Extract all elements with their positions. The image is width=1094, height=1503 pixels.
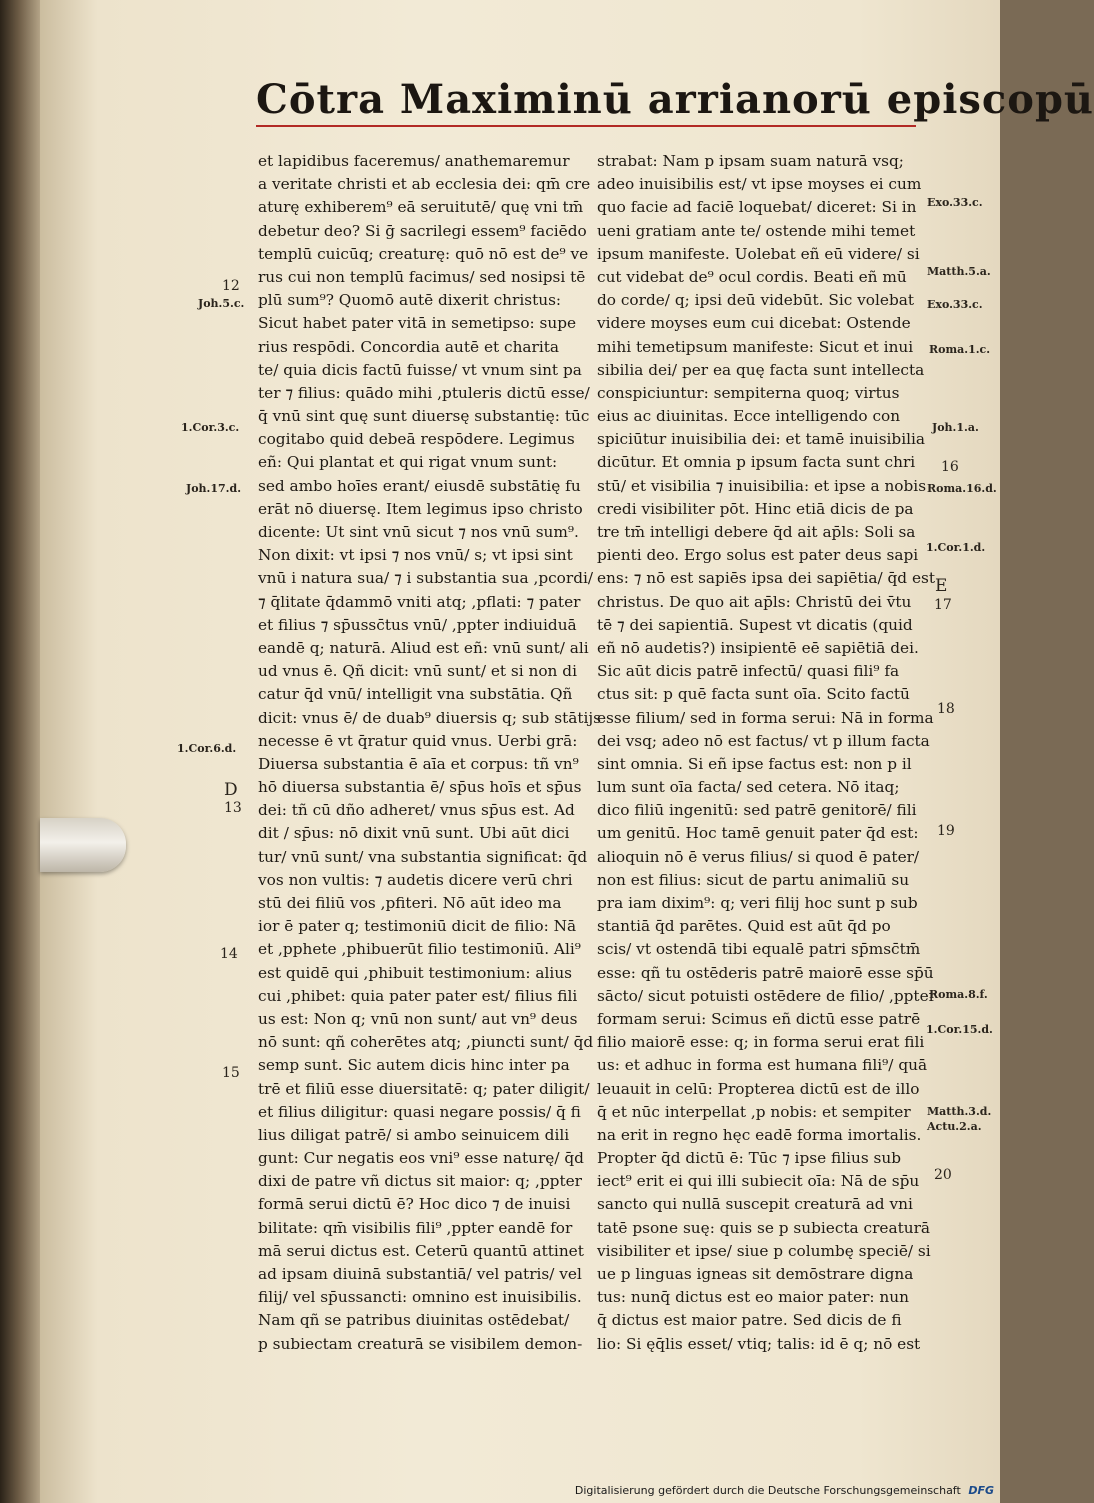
- marginal-number: 13: [224, 800, 242, 816]
- text-line: vos non vultis: ⁊ audetis dicere verū chri: [258, 870, 573, 889]
- text-line: rius respōdi. Concordia autē et charita: [258, 337, 560, 356]
- dfg-logo: DFG: [968, 1484, 994, 1497]
- marginal-number: 15: [222, 1065, 240, 1081]
- text-line: est quidē qui ,phibuit testimonium: alius: [258, 963, 573, 982]
- text-line: sancto qui nullā suscepit creaturā ad vni: [597, 1195, 913, 1214]
- text-line: tur/ vnū sunt/ vna substantia significat: q̄d: [258, 847, 588, 866]
- marginal-reference: Actu.2.a.: [927, 1120, 982, 1133]
- text-line: gunt: Cur negatis eos vni⁹ esse naturę/ q̄d: [258, 1149, 584, 1168]
- marginal-reference: Roma.16.d.: [927, 482, 997, 495]
- text-line: Non dixit: vt ipsi ⁊ nos vnū/ s; vt ipsi sint: [258, 546, 573, 565]
- text-line: plū sum⁹? Quomō autē dixerit christus:: [258, 291, 562, 310]
- text-line: Sic aūt dicis patrē infectū/ quasi fili⁹ fa: [597, 662, 900, 681]
- text-line: ⁊ q̄litate q̄dammō vniti atq; ,pflati: ⁊ pater: [258, 592, 581, 611]
- credit-text: Digitalisierung gefördert durch die Deutsche Forschungsgemeinschaft: [574, 1484, 961, 1497]
- marginal-reference: Exo.33.c.: [927, 196, 983, 209]
- text-line: na erit in regno hęc eadē forma imortalis.: [597, 1125, 922, 1144]
- text-line: non est filius: sicut de partu animaliū su: [597, 870, 910, 889]
- text-line: vnū i natura sua/ ⁊ i substantia sua ,pcordi/: [258, 569, 594, 588]
- digitization-credit: [575, 1484, 994, 1497]
- text-line: eñ nō audetis?) insipientē eē sapiētiā dei.: [597, 638, 919, 657]
- marginal-section-letter: E: [935, 576, 948, 596]
- text-line: filio maiorē esse: q; in forma serui erat fili: [597, 1033, 925, 1052]
- text-line: cogitabo quid debeā respōdere. Legimus: [258, 430, 575, 449]
- text-line: cui ,phibet: quia pater pater est/ filius fili: [258, 986, 578, 1005]
- text-line: Sicut habet pater vitā in semetipso: supe: [258, 314, 577, 333]
- text-line: hō diuersa substantia ē/ sp̄us hoīs et sp̄us: [258, 778, 582, 797]
- text-line: spiciūtur inuisibilia dei: et tamē inuisibilia: [597, 430, 926, 449]
- text-line: ipsum manifeste. Uolebat eñ eū videre/ si: [597, 244, 920, 263]
- marginal-reference: Exo.33.c.: [927, 298, 983, 311]
- text-line: ueni gratiam ante te/ ostende mihi temet: [597, 221, 916, 240]
- marginal-reference: Matth.5.a.: [927, 265, 991, 278]
- text-line: dei vsq; adeo nō est factus/ vt p illum facta: [597, 731, 930, 750]
- text-line: templū cuicūq; creaturę: quō nō est de⁹ ve: [258, 244, 589, 263]
- text-column-left: [258, 150, 601, 1356]
- text-line: ens: ⁊ nō est sapiēs ipsa dei sapiētia/ q̄d est: [597, 569, 935, 588]
- text-line: semp sunt. Sic autem dicis hinc inter pa: [258, 1056, 570, 1075]
- text-line: bilitate: qm̄ visibilis fili⁹ ,ppter eandē for: [258, 1218, 573, 1237]
- text-line: ter ⁊ filius: quādo mihi ,ptuleris dictū esse/: [258, 383, 590, 402]
- text-line: dicūtur. Et omnia p ipsum facta sunt chri: [597, 453, 916, 472]
- text-line: p subiectam creaturā se visibilem demon-: [258, 1334, 583, 1353]
- text-line: lum sunt oīa facta/ sed cetera. Nō itaq;: [597, 778, 900, 797]
- text-line: sed ambo hoīes erant/ eiusdē substātię fu: [258, 476, 581, 495]
- text-column-right: [597, 150, 936, 1356]
- text-line: mā serui dictus est. Ceterū quantū attinet: [258, 1241, 584, 1260]
- text-line: filij/ vel sp̄ussancti: omnino est inuisibilis.: [258, 1288, 582, 1307]
- text-line: ctus sit: p quē facta sunt oīa. Scito factū: [597, 685, 910, 704]
- text-line: et ,pphete ,phibuerūt filio testimoniū. Ali⁹: [258, 940, 581, 959]
- text-line: tre tm̄ intelligi debere q̄d ait ap̄ls: Soli sa: [597, 523, 916, 541]
- marginal-reference: Joh.1.a.: [932, 421, 979, 434]
- text-line: Propter q̄d dictū ē: Tūc ⁊ ipse filius sub: [597, 1149, 902, 1168]
- text-line: pra iam dixim⁹: q; veri filij hoc sunt p sub: [597, 894, 918, 912]
- marginal-reference: 1.Cor.3.c.: [181, 421, 240, 434]
- text-line: iect⁹ erit ei qui illi subiecit oīa: Nā de sp̄u: [597, 1172, 920, 1191]
- text-line: quo facie ad faciē loquebat/ diceret: Si in: [597, 198, 917, 217]
- text-line: et lapidibus faceremus/ anathemaremur: [258, 152, 570, 170]
- text-line: nō sunt: qñ coherētes atq; ,piuncti sunt/ q̄d: [258, 1033, 594, 1052]
- text-line: lius diligat patrē/ si ambo seinuicem dili: [258, 1125, 570, 1144]
- text-line: sint omnia. Si eñ ipse factus est: non p il: [597, 754, 912, 773]
- marginal-section-letter: D: [224, 780, 238, 800]
- page-title: Cōtra Maximinū arrianorū episcopū: [256, 76, 916, 127]
- marginal-reference: Roma.1.c.: [929, 343, 991, 356]
- text-line: eandē q; naturā. Aliud est eñ: vnū sunt/ ali: [258, 638, 589, 657]
- text-line: dicit: vnus ē/ de duab⁹ diuersis q; sub stātijs: [258, 708, 601, 727]
- text-line: stū/ et visibilia ⁊ inuisibilia: et ipse a nobis: [597, 476, 927, 495]
- text-line: scis/ vt ostendā tibi equalē patri sp̄msc̄tm̄: [597, 940, 921, 959]
- text-line: ue p linguas igneas sit demōstrare digna: [597, 1265, 914, 1283]
- text-line: christus. De quo ait ap̄ls: Christū dei v̄tu: [597, 592, 912, 611]
- text-line: sācto/ sicut potuisti ostēdere de filio/ ,ppter: [597, 986, 936, 1005]
- text-line: a veritate christi et ab ecclesia dei: qm̄ cre: [258, 175, 591, 194]
- text-line: catur q̄d vnū/ intelligit vna substātia. Qñ: [258, 685, 573, 704]
- text-line: strabat: Nam p ipsam suam naturā vsq;: [597, 152, 904, 170]
- marginal-number: 17: [934, 597, 952, 613]
- text-line: adeo inuisibilis est/ vt ipse moyses ei cum: [597, 175, 922, 194]
- text-line: ior ē pater q; testimoniū dicit de filio: Nā: [258, 917, 577, 936]
- marginal-number: 20: [934, 1167, 952, 1183]
- text-line: conspiciuntur: sempiterna quoq; virtus: [597, 383, 900, 402]
- marginal-number: 19: [937, 823, 955, 839]
- text-line: stantiā q̄d parētes. Quid est aūt q̄d po: [597, 917, 891, 936]
- marginal-number: 18: [937, 701, 955, 717]
- marginal-reference: 1.Cor.15.d.: [926, 1023, 993, 1036]
- text-line: q̄ dictus est maior patre. Sed dicis de fi: [597, 1311, 902, 1330]
- text-line: dixi de patre vñ dictus sit maior: q; ,ppter: [258, 1172, 582, 1191]
- text-line: stū dei filiū vos ,pfiteri. Nō aūt ideo ma: [258, 894, 562, 912]
- marginal-reference: Joh.5.c.: [198, 297, 245, 310]
- text-line: q̄ et nūc interpellat ,p nobis: et sempiter: [597, 1102, 911, 1121]
- text-line: et filius diligitur: quasi negare possis/ q̄ fi: [258, 1102, 581, 1121]
- text-line: Diuersa substantia ē aīa et corpus: tñ vn⁹: [258, 754, 579, 773]
- marginal-number: 12: [222, 278, 240, 294]
- text-line: tus: nunq̄ dictus est eo maior pater: nun: [597, 1288, 909, 1307]
- text-line: dicente: Ut sint vnū sicut ⁊ nos vnū sum⁹.: [258, 523, 579, 541]
- marginal-reference: Joh.17.d.: [186, 482, 242, 495]
- text-line: sibilia dei/ per ea quę facta sunt intellecta: [597, 360, 925, 379]
- text-line: te/ quia dicis factū fuisse/ vt vnum sint pa: [258, 360, 582, 379]
- text-line: alioquin nō ē verus filius/ si quod ē pater/: [597, 847, 920, 866]
- text-line: visibiliter et ipse/ siue p columbę speciē/ si: [597, 1241, 931, 1260]
- text-line: esse filium/ sed in forma serui: Nā in forma: [597, 708, 934, 727]
- text-line: dei: tñ cū dño adheret/ vnus sp̄us est. Ad: [258, 801, 575, 820]
- text-line: pienti deo. Ergo solus est pater deus sapi: [597, 546, 919, 565]
- marginal-number: 14: [220, 946, 238, 962]
- text-line: trē et filiū esse diuersitatē: q; pater diligit/: [258, 1079, 590, 1098]
- text-line: erāt nō diuersę. Item legimus ipso christo: [258, 499, 583, 518]
- marginal-reference: 1.Cor.6.d.: [177, 742, 237, 755]
- text-line: videre moyses eum cui dicebat: Ostende: [597, 314, 911, 333]
- marginal-reference: Matth.3.d.: [927, 1105, 992, 1118]
- text-line: formam serui: Scimus eñ dictū esse patrē: [597, 1009, 921, 1028]
- marginal-reference: 1.Cor.1.d.: [926, 541, 986, 554]
- marginal-reference: Roma.8.f.: [929, 988, 988, 1001]
- text-line: et filius ⁊ sp̄ussc̄tus vnū/ ,ppter indiuiduā: [258, 615, 577, 634]
- text-line: aturę exhiberem⁹ eā seruitutē/ quę vni tm̄: [258, 198, 584, 217]
- text-line: mihi temetipsum manifeste: Sicut et inui: [597, 337, 914, 356]
- text-line: formā serui dictū ē? Hoc dico ⁊ de inuisi: [258, 1195, 571, 1214]
- page-clip: [40, 818, 126, 872]
- text-line: um genitū. Hoc tamē genuit pater q̄d est:: [597, 824, 919, 843]
- text-line: tatē psone suę: quis se p subiecta creaturā: [597, 1218, 931, 1237]
- text-line: lio: Si ęq̄lis esset/ vtiq; talis: id ē q; nō est: [597, 1334, 921, 1353]
- text-line: us est: Non q; vnū non sunt/ aut vn⁹ deus: [258, 1009, 578, 1028]
- marginal-number: 16: [941, 459, 959, 475]
- text-line: eius ac diuinitas. Ecce intelligendo con: [597, 407, 901, 426]
- text-line: do corde/ q; ipsi deū videbūt. Sic volebat: [597, 291, 915, 310]
- text-line: q̄ vnū sint quę sunt diuersę substantię: tūc: [258, 407, 590, 426]
- text-line: cut videbat de⁹ ocul cordis. Beati eñ mū: [597, 267, 907, 286]
- text-line: dico filiū ingenitū: sed patrē genitorē/ fili: [597, 801, 917, 820]
- text-line: ud vnus ē. Qñ dicit: vnū sunt/ et si non di: [258, 662, 577, 681]
- text-line: dit / sp̄us: nō dixit vnū sunt. Ubi aūt dici: [258, 824, 570, 843]
- text-line: ad ipsam diuinā substantiā/ vel patris/ vel: [258, 1265, 582, 1283]
- text-line: necesse ē vt q̄ratur quid vnus. Uerbi grā:: [258, 731, 578, 750]
- text-line: Nam qñ se patribus diuinitas ostēdebat/: [258, 1311, 570, 1330]
- text-line: rus cui non templū facimus/ sed nosipsi tē: [258, 267, 586, 286]
- text-line: tē ⁊ dei sapientiā. Supest vt dicatis (quid: [597, 615, 913, 634]
- text-line: eñ: Qui plantat et qui rigat vnum sunt:: [258, 453, 558, 472]
- text-line: credi visibiliter pōt. Hinc etiā dicis de pa: [597, 499, 914, 518]
- text-line: leuauit in celū: Propterea dictū est de illo: [597, 1079, 920, 1098]
- text-line: us: et adhuc in forma est humana fili⁹/ quā: [597, 1056, 928, 1075]
- text-line: debetur deo? Si ḡ sacrilegi essem⁹ faciēdo: [258, 221, 587, 240]
- text-line: esse: qñ tu ostēderis patrē maiorē esse sp̄ū: [597, 963, 934, 982]
